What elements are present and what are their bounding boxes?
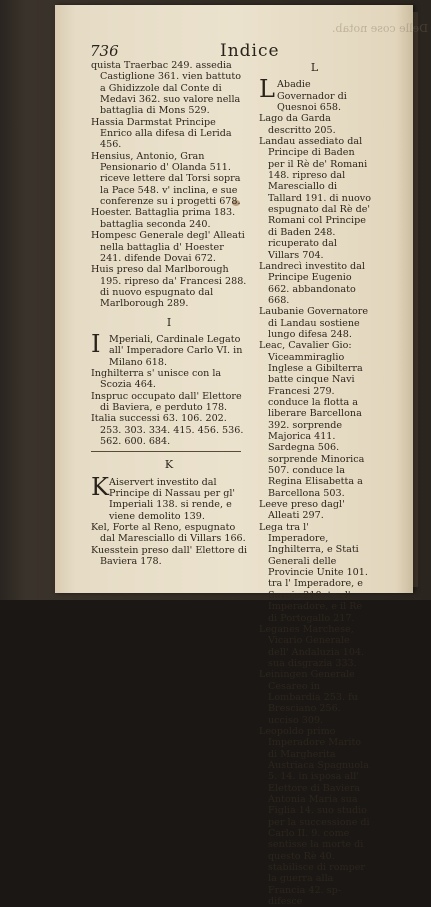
section-letter: K [164, 458, 175, 472]
drop-cap: L [259, 75, 275, 104]
index-entry: Lega tra l' Imperadore, Inghilterra, e Stati Generali delle Provincie Unite 101. tra l' Imperadore, e Savoja 210. tra l' Imperadore, e il Rè di Portogallo 217. [259, 521, 368, 624]
right-column [259, 60, 371, 907]
index-entry: Leeve preso dagl' Alleati 297. [259, 499, 345, 522]
drop-cap: I [91, 329, 101, 358]
entry-text: Aiservert investito dal Principe di Nassau per gl' Imperiali 138. si rende, e viene demolito 139. [109, 476, 236, 522]
index-entry: Hassia Darmstat Principe Enrico alla difesa di Lerida 456. [91, 116, 232, 151]
index-entry: Kuesstein preso dall' Elettore di Baviera 178. [91, 544, 248, 568]
index-entry: Kel, Forte al Reno, espugnato dal Maresciallo di Villars 166. [91, 522, 246, 545]
index-entry: Leganes Marchese, Vicario Generale dell' Andaluzia 104. sua disgrazia 333. [259, 623, 365, 669]
index-entry: Leac, Cavalier Gio: Viceammiraglio Inglese a Gibilterra batte cinque Navi Francesi 279. conduce la flotta a liberare Barcellona 392. sorprende Majorica 411. Sardegna 506. sorprende Minorica 507. conduce la Regina Elisabetta a Barcellona 503. [259, 340, 365, 499]
page-number: 736 [90, 42, 119, 60]
index-entry: Laubanie Governatore di Landau sostiene lungo difesa 248. [259, 306, 369, 340]
section-letter: L [310, 61, 320, 74]
index-entry [91, 329, 248, 368]
index-entry [259, 75, 371, 114]
section-letter: I [166, 315, 173, 329]
index-entry: Lago da Garda descritto 205. [259, 113, 336, 136]
index-entry: Leopoldo primo Imperadore Marito di Margherita Austriaca Spagnuola 5. 14. in isposa all' Elettore di Baviera Antonia Maria sua Figlia 14. suo studio per la successione di Carlo II. 9. come sentisse la morte di questo Rè 40. stabilisce di romper la guerra alla Francia 42. sp- difesce [259, 725, 370, 907]
entry-text: Abadie Governador di Quesnoi 658. [277, 79, 347, 114]
bleed-through-text: Delle cose notab. [331, 22, 428, 35]
divider [91, 451, 241, 452]
index-entry: Landau assediato dal Principe di Baden per il Rè de' Romani 148. ripreso dal Maresciallo di Tallard 191. di nuovo espugnato dal Rè de' Romani col Principe di Baden 248. ricuperato dal Villars 704. [259, 136, 372, 261]
index-entry: Leiningen Generale Cesareo in Lombardia 253. fu Bresciano 256. ucciso 309. [259, 669, 358, 726]
left-column [91, 60, 248, 567]
index-entry: Italia successi 63. 106. 202. 253. 303. 334. 415. 456. 536. 562. 600. 684. [91, 413, 244, 447]
index-entry: Hensius, Antonio, Gran Pensionario d' Olanda 511. riceve lettere dal Torsi sopra la Pace 548. v' inclina, e sue conferenze su i progetti 678. [91, 150, 241, 208]
index-entry: Hompesc Generale degl' Alleati nella battaglia d' Hoester 241. difende Dovai 672. [91, 230, 245, 264]
drop-cap: K [91, 472, 109, 501]
index-entry: Inspruc occupato dall' Elettore di Baviera, e perduto 178. [91, 390, 242, 413]
page-header [90, 42, 350, 60]
entry-text: Mperiali, Cardinale Legato all' Imperadore Carlo VI. in Milano 618. [109, 333, 243, 368]
index-entry: Huis preso dal Marlborough 195. ripreso da' Francesi 288. di nuovo espugnato dal Marlborough 289. [91, 264, 247, 310]
index-entry: Inghilterra s' unisce con la Scozia 464. [91, 367, 222, 391]
index-entry: Hoester. Battaglia prima 183. battaglia seconda 240. [91, 207, 236, 230]
running-title: Indice [220, 41, 280, 61]
index-entry: quista Traerbac 249. assedia Castiglione 361. vien battuto a Ghidizzole dal Conte di Medavi 362. suo valore nella battaglia di Mons 529. [91, 60, 242, 117]
index-entry: Landrecì investito dal Principe Eugenio 662. abbandonato 668. [259, 260, 365, 306]
index-entry [91, 472, 248, 522]
